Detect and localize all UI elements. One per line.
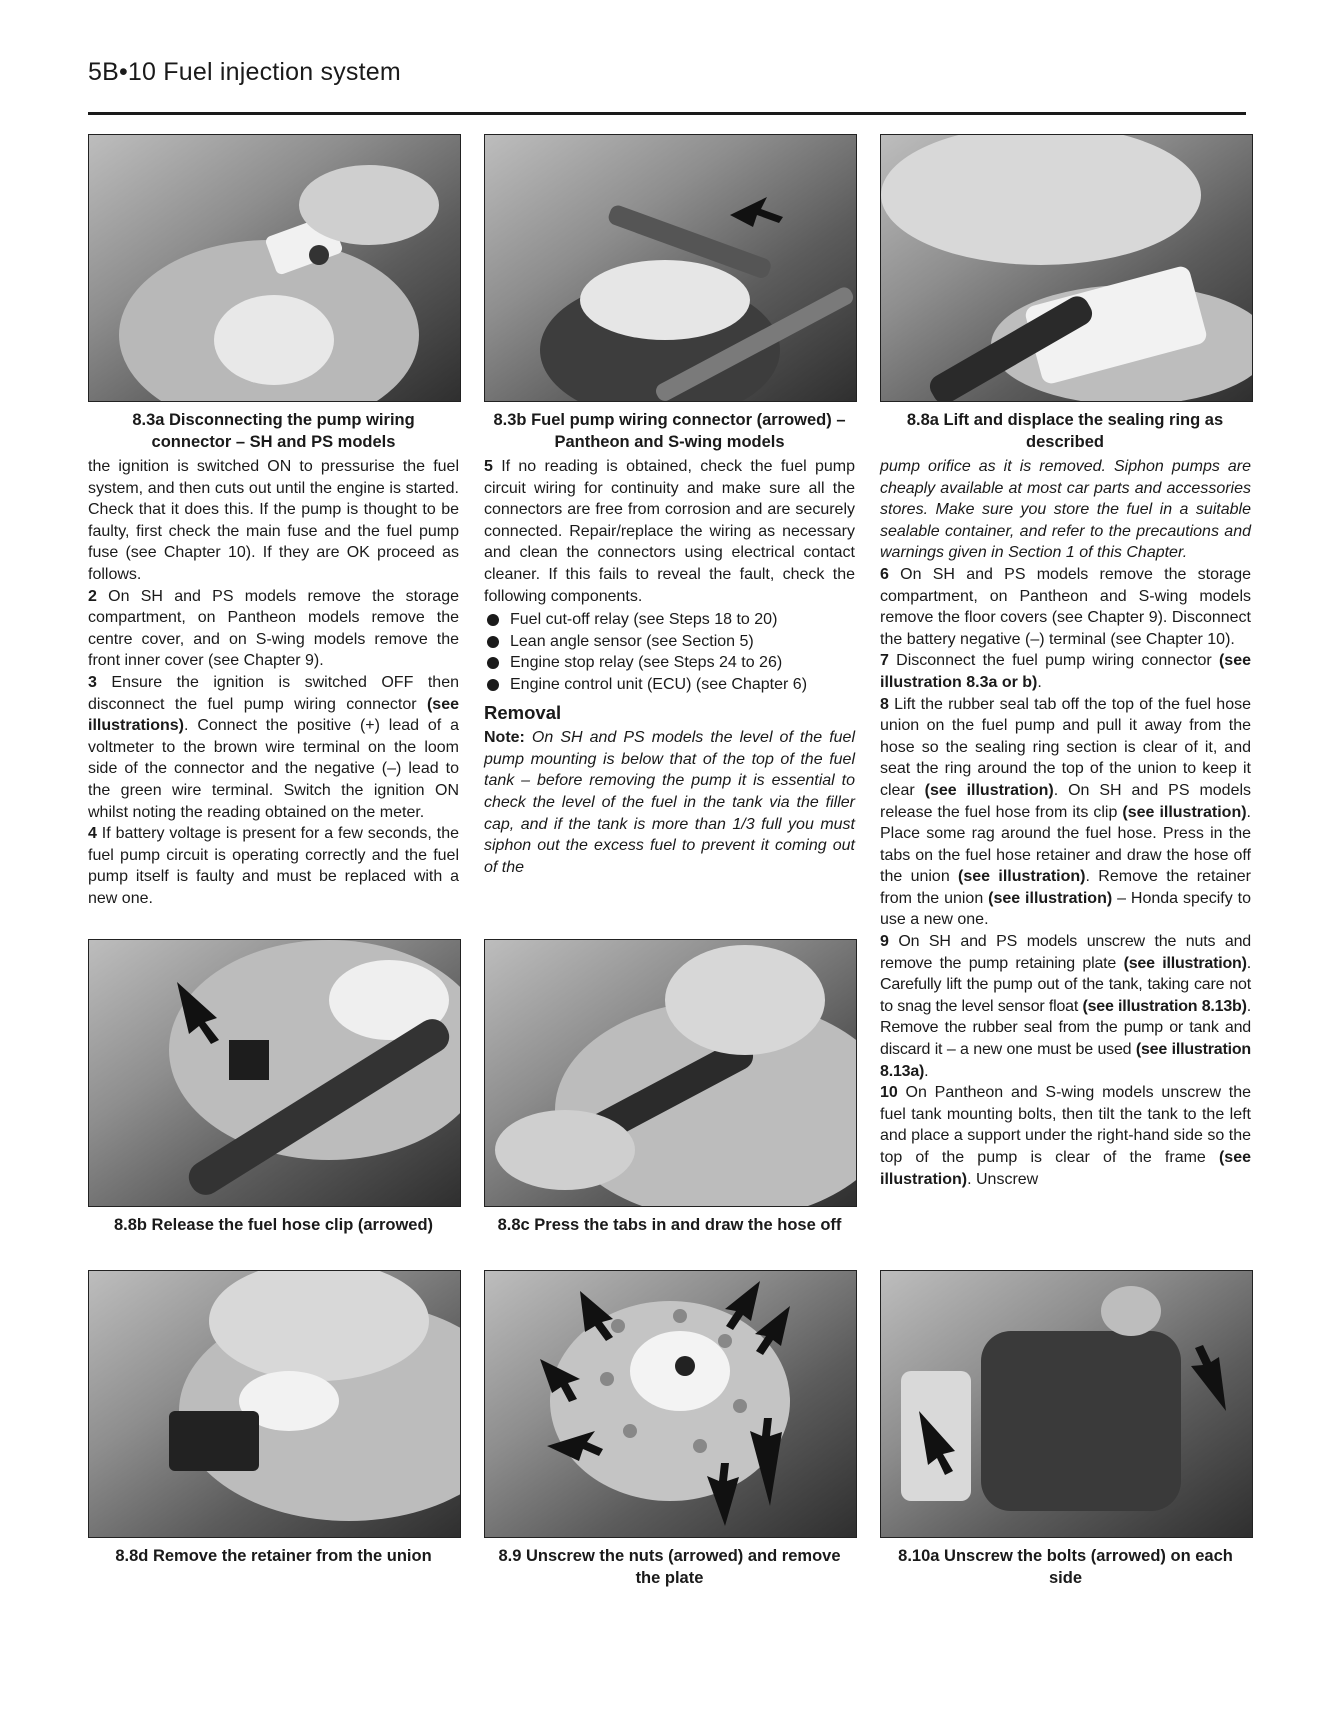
photo-8-8d-drawing bbox=[89, 1271, 460, 1537]
photo-8-3b-drawing bbox=[485, 135, 856, 401]
photo-8-9-drawing bbox=[485, 1271, 856, 1537]
text-column-1 bbox=[88, 456, 459, 909]
paragraph-10: 10 On Pantheon and S-wing models unscrew the fuel tank mounting bolts, then tilt the tank to the left and place a support under the right-hand side so the top of the pump is clear of the frame (see illustration). Unscrew bbox=[880, 1084, 1251, 1188]
photo-8-8d bbox=[88, 1270, 461, 1538]
photo-8-8a bbox=[880, 134, 1253, 402]
caption-8-9: 8.9 Unscrew the nuts (arrowed) and remove the plate bbox=[498, 1547, 841, 1587]
photo-8-8a-drawing bbox=[881, 135, 1252, 401]
photo-8-3b bbox=[484, 134, 857, 402]
photo-8-9 bbox=[484, 1270, 857, 1538]
paragraph-3: 3 Ensure the ignition is switched OFF then disconnect the fuel pump wiring connector (see illustrations). Connect the positive (+) lead of a voltmeter to the brown wire terminal on the loom side of the connector and the negative (–) lead to the green wire terminal. Switch the ignition ON whilst noting the reading obtained on the meter. bbox=[88, 673, 459, 821]
text-column-3 bbox=[880, 456, 1251, 1190]
photo-8-3a bbox=[88, 134, 461, 402]
paragraph-5: 5 If no reading is obtained, check the fuel pump circuit wiring for continuity and make sure all the connectors are free from corrosion and are securely connected. Repair/replace the wiring as necessary and clean the connectors using electrical contact cleaner. If this fails to reveal the fault, check the following components. bbox=[484, 458, 855, 605]
list-item: Lean angle sensor (see Section 5) bbox=[484, 631, 855, 653]
paragraph-6: 6 On SH and PS models remove the storage compartment, on Pantheon and S-wing models remove the floor covers (see Chapter 9). Disconnect the battery negative (–) terminal (see Chapter 10). bbox=[880, 565, 1251, 648]
continued-note: pump orifice as it is removed. Siphon pumps are cheaply available at most car parts and accessories stores. Make sure you store the fuel in a suitable sealable container, and refer to the precautions and warnings given in Section 1 of this Chapter. bbox=[880, 458, 1251, 562]
paragraph-7: 7 Disconnect the fuel pump wiring connector (see illustration 8.3a or b). bbox=[880, 652, 1251, 691]
paragraph-8: 8 Lift the rubber seal tab off the top of the fuel hose union on the fuel pump and pull it away from the hose so the sealing ring section is clear of it, and seat the ring around the top of the union to keep it clear (see illustration). On SH and PS models release the fuel hose from its clip (see illustration). Place some rag around the fuel hose. Press in the tabs on the fuel hose retainer and draw the hose off the union (see illustration). Remove the retainer from the union (see illustration) – Honda specify to use a new one. bbox=[880, 695, 1252, 929]
photo-8-3a-drawing bbox=[89, 135, 460, 401]
caption-8-3a: 8.3a Disconnecting the pump wiring connector – SH and PS models bbox=[132, 411, 415, 451]
paragraph-1: the ignition is switched ON to pressurise the fuel system, and then cuts out until the engine is started. Check that it does this. If the pump is thought to be faulty, first check the main fuse and the fuel pump fuse (see Chapter 10). If they are OK proceed as follows. bbox=[88, 458, 459, 583]
photo-8-8b-drawing bbox=[89, 940, 460, 1206]
page-header: 5B•10 Fuel injection system bbox=[88, 58, 401, 86]
text-column-2 bbox=[484, 456, 855, 878]
photo-8-10a-drawing bbox=[881, 1271, 1252, 1537]
photo-8-10a bbox=[880, 1270, 1253, 1538]
caption-8-8d: 8.8d Remove the retainer from the union bbox=[115, 1547, 432, 1565]
list-item: Engine control unit (ECU) (see Chapter 6) bbox=[484, 674, 855, 696]
caption-8-8c: 8.8c Press the tabs in and draw the hose off bbox=[497, 1216, 842, 1234]
caption-8-8a: 8.8a Lift and displace the sealing ring as described bbox=[906, 411, 1224, 451]
list-item: Fuel cut-off relay (see Steps 18 to 20) bbox=[484, 609, 855, 631]
note-paragraph: Note: On SH and PS models the level of the fuel pump mounting is below that of the top of the fuel tank – before removing the pump it is essential to check the level of the fuel in the tank via the filler cap, and if the tank is more than 1/3 full you must siphon out the excess fuel to prevent it coming out of the bbox=[484, 729, 855, 876]
paragraph-4: 4 If battery voltage is present for a few seconds, the fuel pump circuit is operating correctly and the fuel pump itself is faulty and must be replaced with a new one. bbox=[88, 825, 459, 907]
photo-8-8c-drawing bbox=[485, 940, 856, 1206]
list-item: Engine stop relay (see Steps 24 to 26) bbox=[484, 652, 855, 674]
component-list bbox=[484, 609, 855, 695]
caption-8-8b: 8.8b Release the fuel hose clip (arrowed) bbox=[113, 1216, 434, 1234]
paragraph-2: 2 On SH and PS models remove the storage compartment, on Pantheon models remove the centre cover, and on S-wing models remove the front inner cover (see Chapter 9). bbox=[88, 587, 459, 670]
header-rule bbox=[88, 112, 1246, 115]
paragraph-9: 9 On SH and PS models unscrew the nuts and remove the pump retaining plate (see illustration). Carefully lift the pump out of the tank, taking care not to snag the level sensor float (see illustration 8.13b). Remove the rubber seal from the pump or tank and discard it – a new one must be used (see illustration 8.13a). bbox=[880, 933, 1251, 1080]
caption-8-10a: 8.10a Unscrew the bolts (arrowed) on each side bbox=[898, 1547, 1233, 1587]
photo-8-8c bbox=[484, 939, 857, 1207]
photo-8-8b bbox=[88, 939, 461, 1207]
illustration-ref: (see illustrations) bbox=[88, 695, 459, 735]
caption-8-3b: 8.3b Fuel pump wiring connector (arrowed) – Pantheon and S-wing models bbox=[493, 411, 846, 451]
section-heading-removal: Removal bbox=[484, 701, 562, 723]
